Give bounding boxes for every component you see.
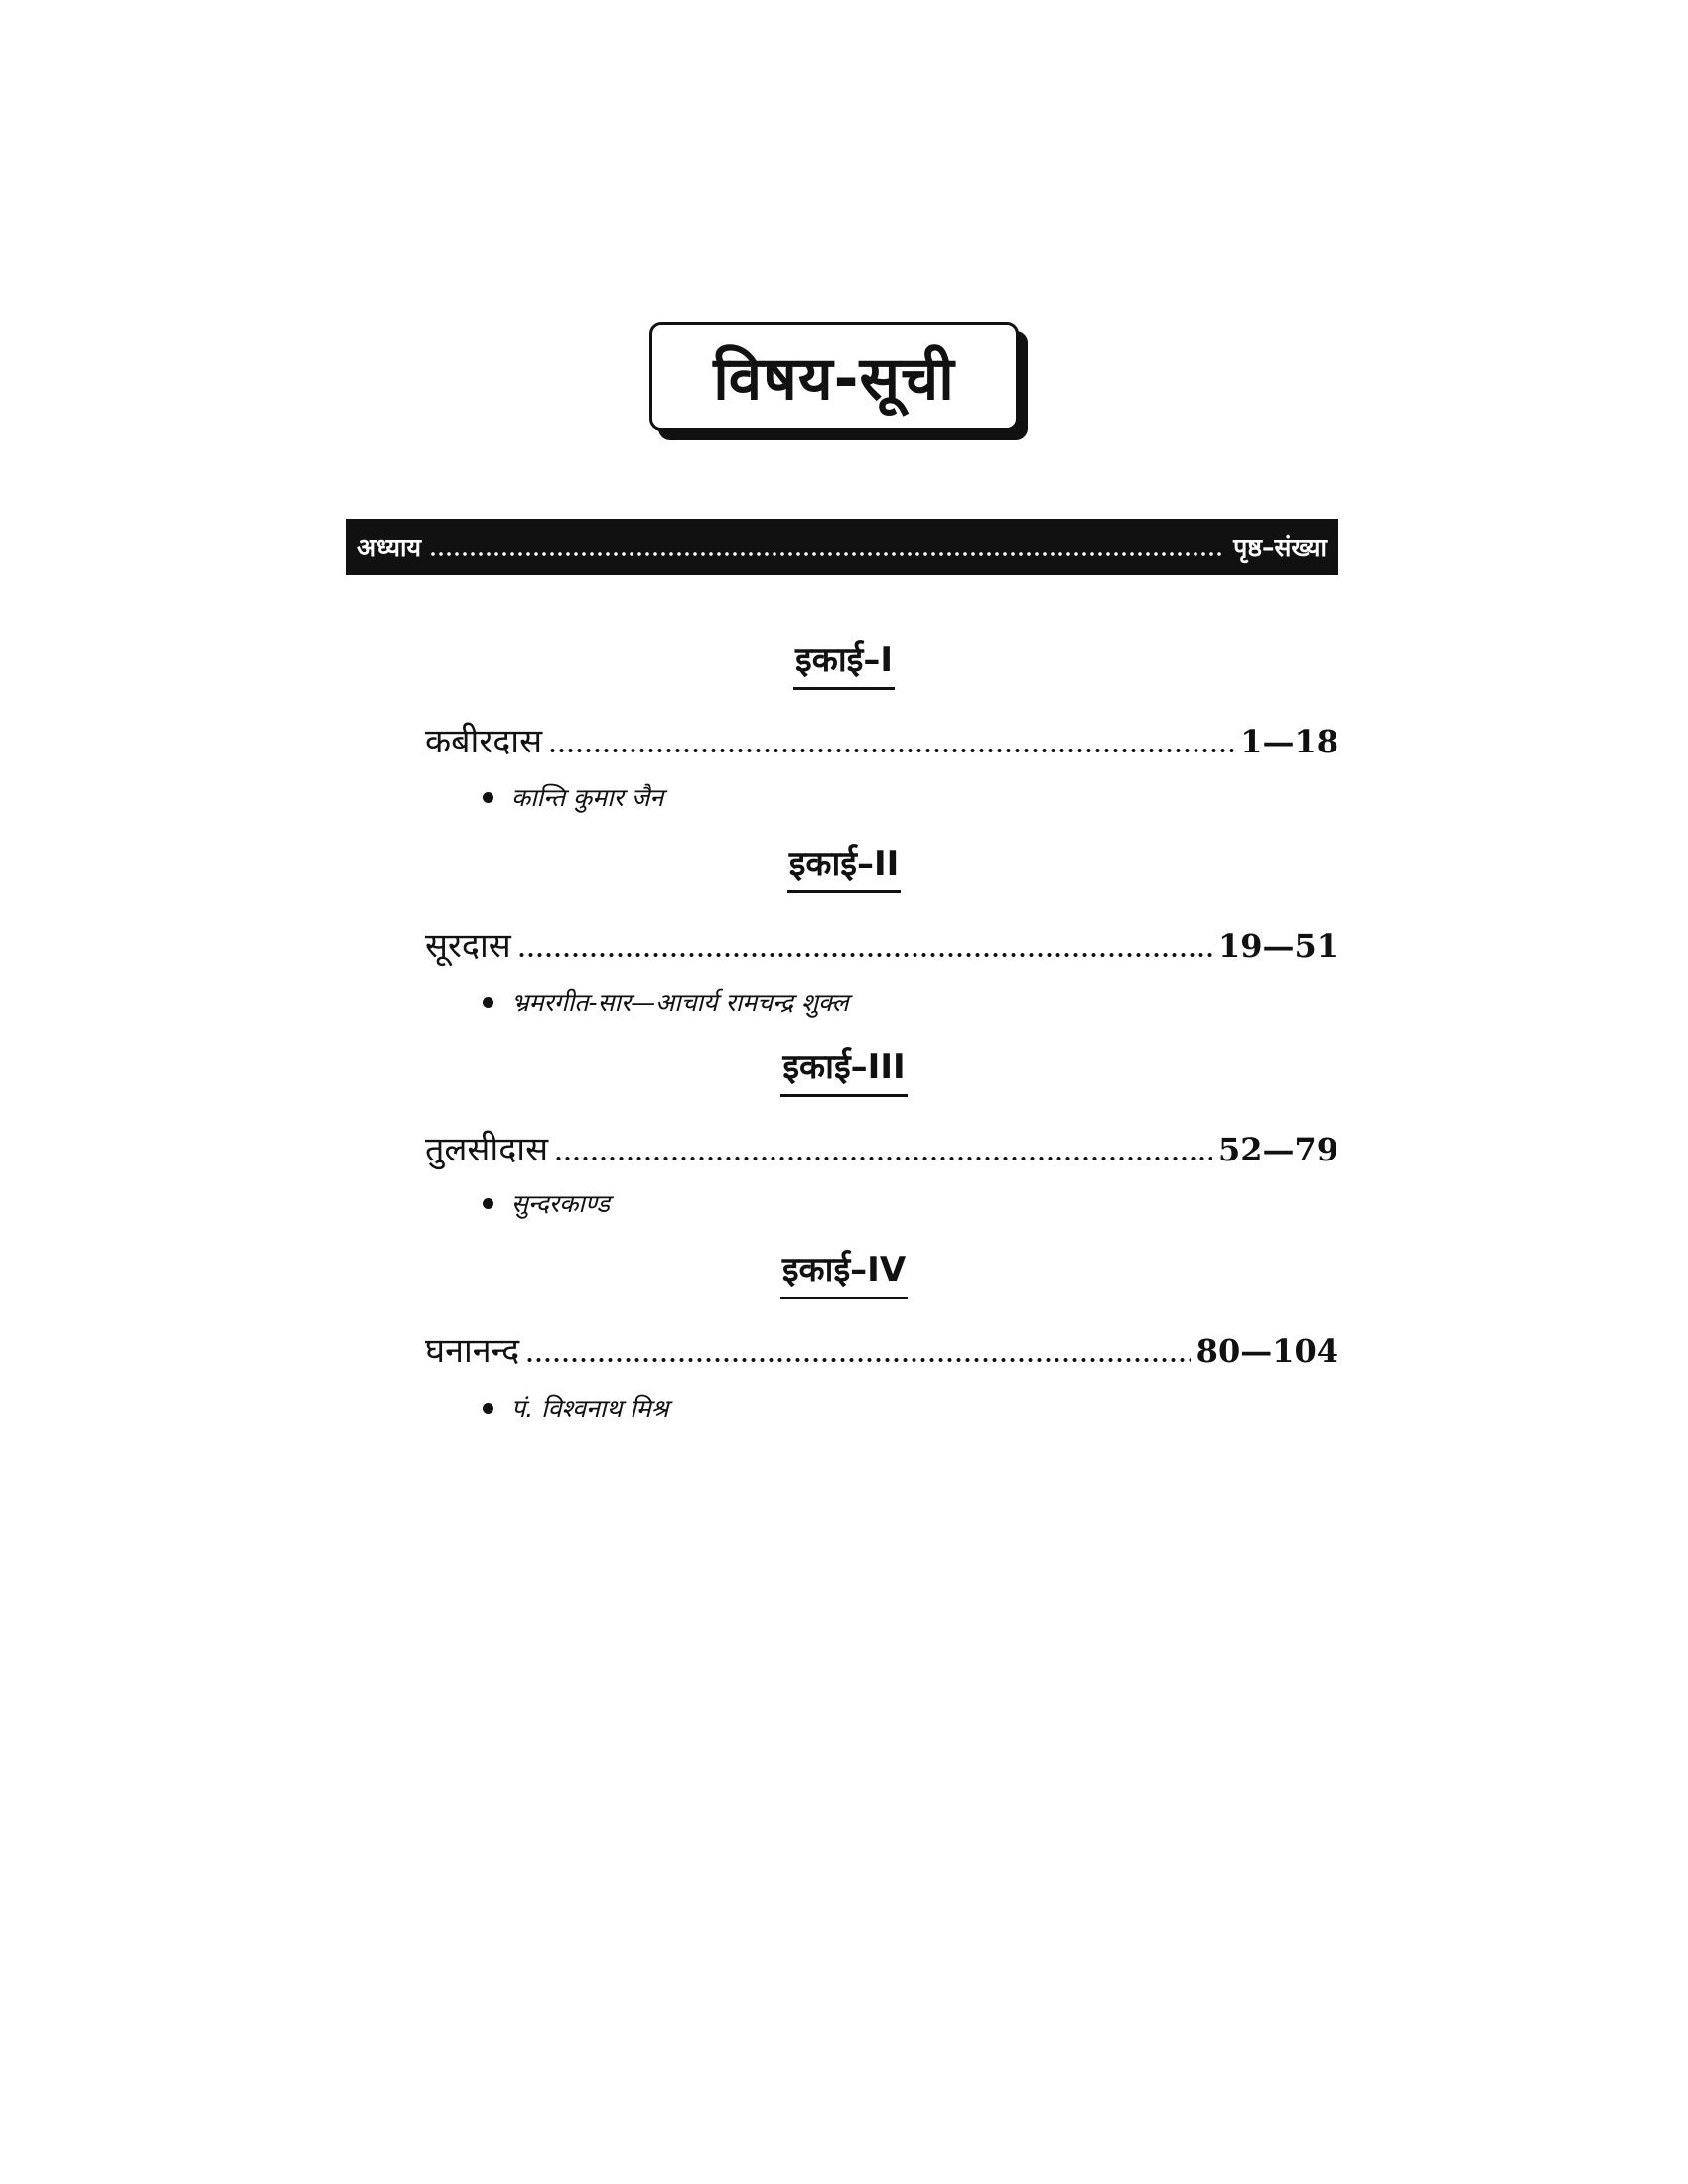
- leader-dots: [548, 748, 1234, 753]
- entry-pages: 19—51: [1217, 927, 1338, 965]
- unit-heading-label: इकाई–II: [787, 839, 902, 893]
- unit-heading: [348, 1042, 1340, 1097]
- entry-pages: 80—104: [1196, 1332, 1338, 1370]
- unit-heading-label: इकाई–I: [793, 635, 895, 690]
- entry-title: कबीरदास: [425, 722, 543, 761]
- toc-entry[interactable]: [425, 717, 1338, 762]
- unit-heading: [348, 839, 1340, 893]
- entry-subtitle: [483, 1391, 668, 1425]
- header-page-number-label: पृष्ठ–संख्या: [1233, 533, 1327, 562]
- leader-dots: [554, 1156, 1212, 1161]
- entry-pages: 52—79: [1217, 1131, 1338, 1168]
- toc-entry[interactable]: [425, 1326, 1338, 1372]
- header-chapter-label: अध्याय: [357, 533, 421, 562]
- leader-dots: [517, 952, 1212, 958]
- title-box: [649, 322, 1019, 431]
- bullet-icon: [483, 1403, 493, 1414]
- column-header-bar: [346, 519, 1338, 575]
- toc-entry[interactable]: [425, 921, 1338, 967]
- entry-subtitle-text: भ्रमरगीत-सार—आचार्य रामचन्द्र शुक्ल: [511, 988, 849, 1017]
- entry-subtitle-text: कान्ति कुमार जैन: [511, 783, 664, 812]
- entry-title: घनानन्द: [425, 1331, 520, 1371]
- unit-heading-label: इकाई–IV: [780, 1245, 908, 1299]
- unit-heading-label: इकाई–III: [780, 1042, 907, 1097]
- page-title: विषय-सूची: [713, 344, 955, 414]
- entry-subtitle-text: पं. विश्वनाथ मिश्र: [511, 1394, 669, 1423]
- unit-heading: [348, 635, 1340, 690]
- unit-heading: [348, 1245, 1340, 1299]
- bullet-icon: [483, 792, 493, 803]
- entry-title: तुलसीदास: [425, 1130, 549, 1169]
- toc-entry[interactable]: [425, 1125, 1338, 1170]
- entry-subtitle: [483, 1186, 610, 1220]
- bullet-icon: [483, 1198, 493, 1209]
- entry-subtitle-text: सुन्दरकाण्ड: [511, 1189, 611, 1218]
- entry-subtitle: [483, 985, 849, 1019]
- entry-title: सूरदास: [425, 926, 511, 966]
- bullet-icon: [483, 997, 493, 1008]
- entry-subtitle: [483, 780, 663, 814]
- entry-pages: 1—18: [1240, 723, 1338, 760]
- leader-dots: [525, 1357, 1190, 1363]
- header-leader-dots: [429, 551, 1225, 557]
